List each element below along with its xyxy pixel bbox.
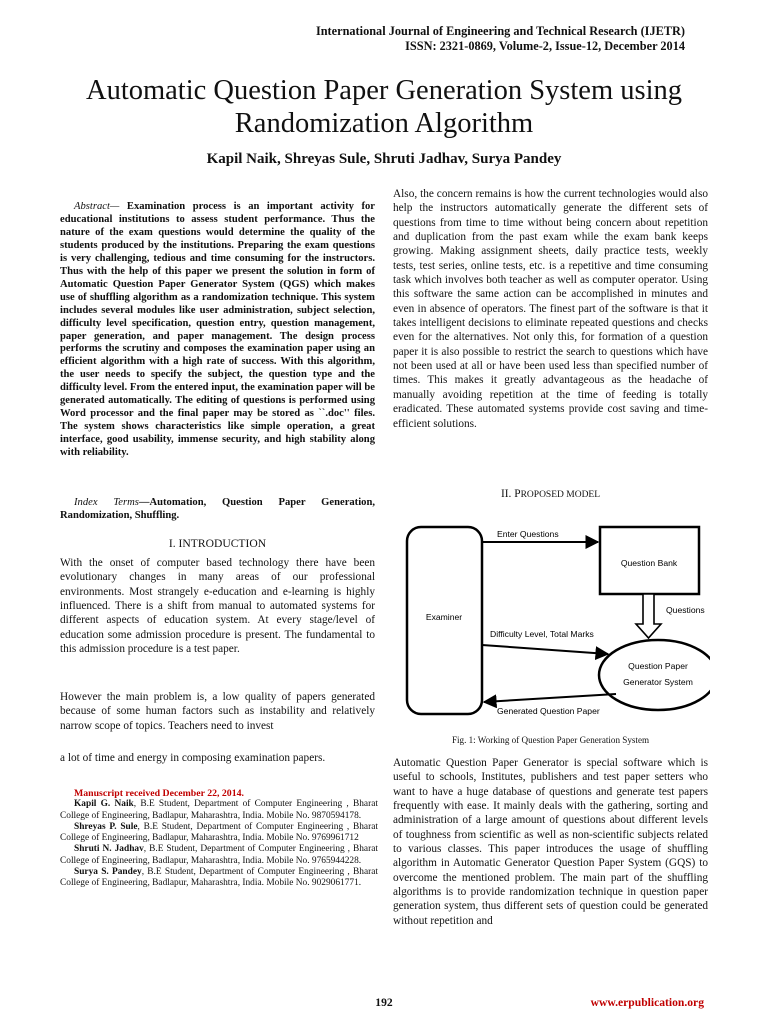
generator-ellipse [599,640,710,710]
author-footnotes [60,788,378,889]
journal-name: International Journal of Engineering and Technical Research (IJETR) [315,24,685,38]
generator-label-line-1: Question Paper [628,661,688,671]
title-line-1: Automatic Question Paper Generation System using [85,75,683,106]
footnote-author [60,822,378,845]
question-bank-label: Question Bank [620,558,678,568]
enter-questions-label: Enter Questions [497,529,559,539]
footnote-author-name: Shruti N. Jadhav [74,844,144,855]
footnote-author-name: Surya S. Pandey [74,866,142,877]
abstract-label: Abstract— [74,201,120,212]
intro-paragraph-3: a lot of time and energy in composing examination papers. [60,752,326,764]
journal-issn: ISSN: 2321-0869, Volume-2, Issue-12, December 2014 [405,39,685,53]
section2-number: II. P [500,488,521,500]
index-terms [60,496,375,522]
manuscript-received: Manuscript received December 22, 2014. [74,788,244,799]
footnote-author [60,867,378,890]
figure-caption: Fig. 1: Working of Question Paper Generation System [451,735,650,745]
generated-paper-arrow [484,694,616,702]
publisher-website: www.erpublication.org [590,996,704,1009]
footnote-author-affiliation: , B.E Student, Department of Computer Engineering , Bharat College of Engineering, Badlapur, Maharashtra, India. Mobile No. 9029061771. [60,866,378,888]
index-terms-label: Index Terms [74,497,139,508]
footnote-author [60,799,378,822]
intro-paragraph-2: However the main problem is, a low quality of papers generated because of some human factors such as instability and relatively narrow scope of topics. Teachers need to invest [60,691,375,732]
footnote-author-affiliation: , B.E Student, Department of Computer Engineering , Bharat College of Engineering, Badlapur, Maharashtra, India. Mobile No. 9870594178. [60,799,378,821]
right-column-paragraph-1: Also, the concern remains is how the current technologies would also help the instructors automatically generate the different sets of questions from time to time without being concern about repetition and duplication from the past exam while the exam bank keeps growing. Making assignment sheets, daily practice tests, weekly tests, test series, online tests, etc. is a repetitive and time consuming task which involves both teacher as well as computer operator. Using this software the same action can be accomplished in minutes and even in absence of operators. The finest part of the software is that it takes intelligent decisions to eliminate repeated questions and checks even for the alternatives. Not only this, for formation of a question paper it is also possible to restrict the search to questions which have not been used at all or have been used less than specified number of times. This makes it greatly advantageous as the headache of manually avoiding repetition at the time of feeding is totally eradicated. These automated systems provide cost saving and time-efficient solutions. [393,188,708,430]
abstract [60,201,375,460]
abstract-text: Examination process is an important activity for educational institutions to assess student performance. Thus the nature of the exam questions would determine the quality of the students produced by the institutions. Preparing the exam questions is very challenging, tedious and time consuming for the instructors. Thus with the help of this paper we present the solution in form of Automatic Question Paper Generator System (QGS) which makes use of shuffling algorithm as a randomization technique. This system includes several modules like user administration, subject selection, difficulty level specification, question entry, question management, paper generation, and paper management. The design process performs the scrutiny and composes the examination paper using an efficient algorithm with a high rate of success. With this algorithm, the user needs to specify the subject, the question type and the difficulty level. From the entered input, the examination paper will be generated automatically. The editing of questions is performed using Word processor and the final paper may be stored as ``.doc'' files. The system shows characteristics like simple operation, a great interface, good usability, immense security, and high stability along with reliability. [60,201,375,459]
journal-header [316,24,685,54]
right-column-paragraph-2: Automatic Question Paper Generator is special software which is useful to schools, Institutes, publishers and test paper setters who want to have a huge database of questions and generate test papers frequently with ease. It mainly deals with the gathering, sorting and administration of a large amount of questions about different levels of toughness from scientific as well as non-scientific subjects related to various classes. This paper introduces the usage of shuffling algorithm in Automatic Generator Question Paper System (GQS) to overcome the mentioned problem. The main part of the shuffling algorithms is to provide randomization technique in question paper generation system, thus different sets of question could be generated without repetition and [393,757,708,927]
questions-label: Questions [666,605,705,615]
questions-arrow [636,594,661,638]
index-terms-text: —Automation, Question Paper Generation, Randomization, Shuffling. [60,497,375,521]
title-line-2: Randomization Algorithm [234,108,534,139]
footnote-author-affiliation: , B.E Student, Department of Computer Engineering , Bharat College of Engineering, Badlapur, Maharashtra, India. Mobile No. 9769961712 [60,821,378,843]
section-heading-proposed-model [393,488,708,500]
difficulty-arrow [482,645,608,654]
footnote-author-name: Shreyas P. Sule [74,821,138,832]
system-diagram [400,524,710,724]
footnote-author-name: Kapil G. Naik [74,799,134,810]
difficulty-label: Difficulty Level, Total Marks [490,629,594,639]
footnote-author-affiliation: , B.E Student, Department of Computer Engineering , Bharat College of Engineering, Badlapur, Maharashtra, India. Mobile No. 9765944228. [60,844,378,866]
paper-title [0,74,768,140]
footnote-author [60,844,378,867]
intro-paragraph-1: With the onset of computer based technology there have been evolutionary changes in many areas of our professional environments. Most strangely e-education and e-learning is highly influenced. There is a shift from manual to automated systems for different aspects of education system. At every stage/level of education some admission procedure is present. The fundamental to this admission procedure is a test paper. [60,557,375,656]
author-list: Kapil Naik, Shreyas Sule, Shruti Jadhav, Surya Pandey [206,151,562,167]
page-number: 192 [375,996,393,1009]
generated-paper-label: Generated Question Paper [497,706,600,716]
section-heading-introduction: I. INTRODUCTION [168,537,267,550]
section2-title: ROPOSED MODEL [520,490,601,500]
generator-label-line-2: Generator System [623,677,693,687]
examiner-label: Examiner [425,612,463,622]
